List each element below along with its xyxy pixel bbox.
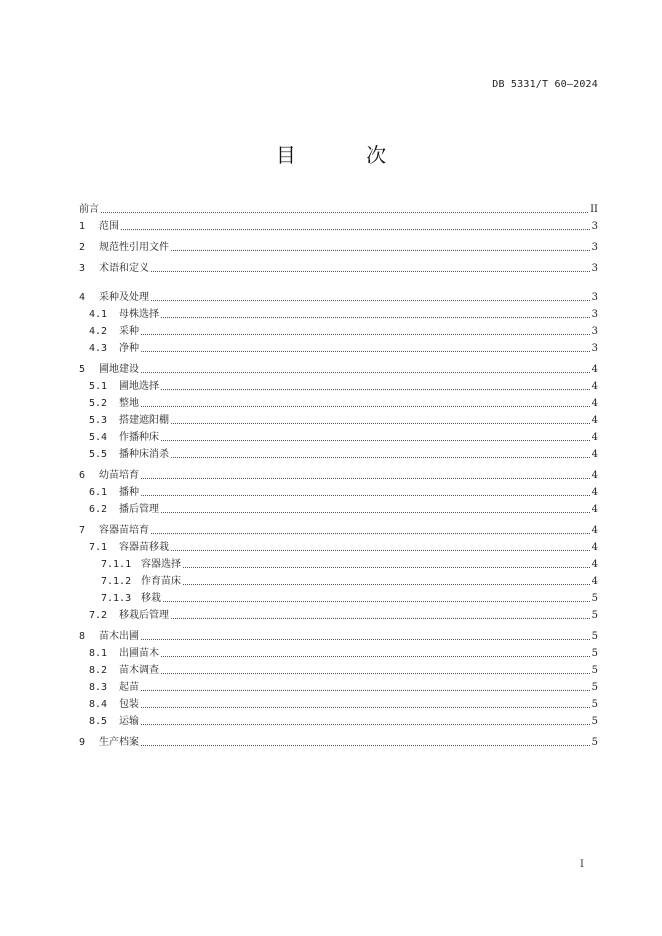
toc-entry-number: 2 [79, 242, 86, 253]
toc-entry-page: 3 [591, 343, 598, 354]
toc-leader-dots [171, 550, 590, 551]
toc-leader-dots [161, 317, 590, 318]
toc-entry-page: 4 [591, 381, 598, 392]
toc-entry-title: 搭建遮阳棚 [119, 415, 169, 426]
toc-entry-page: 4 [591, 449, 598, 460]
toc-entry-number: 7.1.1 [101, 559, 132, 570]
toc-entry-page: 4 [591, 559, 598, 570]
toc-entry-title: 移栽 [141, 593, 161, 604]
toc-entry-page: 4 [591, 364, 598, 375]
toc-entry[interactable] [89, 678, 598, 694]
toc-leader-dots [141, 351, 590, 352]
toc-leader-dots [171, 423, 590, 424]
toc-entry[interactable] [89, 500, 598, 516]
toc-entry-number: 4.3 [89, 343, 108, 354]
toc-leader-dots [141, 690, 590, 691]
toc-entry[interactable] [89, 606, 598, 622]
toc-entry-page: 5 [591, 682, 598, 693]
toc-entry[interactable] [89, 644, 598, 660]
toc-entry-title: 播种床消杀 [119, 449, 169, 460]
toc-entry[interactable] [79, 288, 598, 304]
toc-entry-number: 6.2 [89, 504, 108, 515]
toc-entry-number: 8.2 [89, 665, 108, 676]
toc-entry-title: 整地 [119, 398, 139, 409]
toc-entry-page: 4 [591, 398, 598, 409]
toc-leader-dots [101, 212, 588, 213]
toc-entry-page: 5 [591, 631, 598, 642]
toc-entry-number: 3 [79, 263, 86, 274]
toc-entry-title: 圃地选择 [119, 381, 159, 392]
toc-leader-dots [161, 673, 590, 674]
toc-leader-dots [183, 584, 590, 585]
toc-entry-page: 5 [591, 699, 598, 710]
toc-entry-title: 播种 [119, 487, 139, 498]
toc-entry-page: 5 [591, 610, 598, 621]
toc-entry-title: 生产档案 [99, 737, 139, 748]
toc-entry-number: 9 [79, 737, 86, 748]
toc-entry[interactable] [101, 572, 598, 588]
toc-entry-page: 5 [591, 593, 598, 604]
toc-entry-title: 采种 [119, 326, 139, 337]
toc-entry[interactable] [89, 377, 598, 393]
toc-leader-dots [151, 271, 590, 272]
toc-entry-page: 4 [591, 432, 598, 443]
toc-entry[interactable] [79, 200, 598, 216]
toc-entry[interactable] [89, 661, 598, 677]
toc-entry-number: 5.1 [89, 381, 108, 392]
toc-entry-title: 采种及处理 [99, 292, 149, 303]
toc-leader-dots [141, 724, 590, 725]
toc-entry-number: 7.1 [89, 542, 108, 553]
toc-entry-page: II [590, 204, 598, 215]
toc-entry-title: 作播种床 [119, 432, 159, 443]
toc-entry-title: 规范性引用文件 [99, 242, 169, 253]
toc-entry[interactable] [101, 589, 598, 605]
toc-entry-number: 8.3 [89, 682, 108, 693]
toc-entry-number: 8 [79, 631, 86, 642]
toc-entry-number: 7.1.2 [101, 576, 132, 587]
toc-leader-dots [141, 495, 590, 496]
toc-entry-number: 1 [79, 221, 86, 232]
toc-entry-page: 3 [591, 242, 598, 253]
toc-entry-number: 8.1 [89, 648, 108, 659]
toc-entry-title: 起苗 [119, 682, 139, 693]
toc-entry-title: 圃地建设 [99, 364, 139, 375]
toc-leader-dots [141, 478, 590, 479]
page-number: I [580, 859, 584, 870]
toc-leader-dots [141, 334, 590, 335]
toc-entry-page: 4 [591, 415, 598, 426]
toc-entry[interactable] [89, 339, 598, 355]
toc-entry[interactable] [79, 521, 598, 537]
toc-entry-title: 播后管理 [119, 504, 159, 515]
toc-entry[interactable] [79, 217, 598, 233]
toc-leader-dots [151, 300, 590, 301]
toc-entry-title: 容器苗培育 [99, 525, 149, 536]
toc-entry-title: 前言 [79, 204, 99, 215]
toc-entry-title: 幼苗培育 [99, 470, 139, 481]
toc-entry-number: 5 [79, 364, 86, 375]
toc-entry[interactable] [89, 428, 598, 444]
toc-entry-number: 6.1 [89, 487, 108, 498]
toc-entry[interactable] [89, 538, 598, 554]
toc-leader-dots [151, 533, 590, 534]
document-number: DB 5331/T 60—2024 [492, 79, 598, 90]
toc-entry[interactable] [89, 394, 598, 410]
toc-entry-title: 运输 [119, 716, 139, 727]
toc-entry-title: 包装 [119, 699, 139, 710]
toc-leader-dots [161, 440, 590, 441]
toc-entry[interactable] [89, 445, 598, 461]
toc-leader-dots [141, 406, 590, 407]
toc-entry-page: 4 [591, 576, 598, 587]
toc-entry-page: 4 [591, 542, 598, 553]
toc-entry-page: 4 [591, 504, 598, 515]
toc-entry-page: 3 [591, 326, 598, 337]
toc-leader-dots [171, 250, 590, 251]
toc-entry-number: 5.2 [89, 398, 108, 409]
toc-entry-number: 7.1.3 [101, 593, 132, 604]
toc-leader-dots [141, 639, 590, 640]
toc-entry-number: 6 [79, 470, 86, 481]
toc-entry[interactable] [89, 695, 598, 711]
toc-entry-number: 7 [79, 525, 86, 536]
toc-entry-number: 5.3 [89, 415, 108, 426]
toc-entry-number: 8.5 [89, 716, 108, 727]
toc-entry-page: 4 [591, 470, 598, 481]
toc-leader-dots [171, 457, 590, 458]
toc-entry-page: 5 [591, 716, 598, 727]
toc-entry[interactable] [89, 305, 598, 321]
toc-leader-dots [141, 707, 590, 708]
toc-entry[interactable] [89, 483, 598, 499]
toc-entry[interactable] [89, 322, 598, 338]
toc-leader-dots [141, 745, 590, 746]
toc-entry-page: 5 [591, 665, 598, 676]
toc-entry-page: 3 [591, 263, 598, 274]
toc-leader-dots [161, 389, 590, 390]
toc-entry[interactable] [79, 360, 598, 376]
toc-leader-dots [171, 618, 590, 619]
toc-leader-dots [161, 512, 590, 513]
toc-entry[interactable] [79, 466, 598, 482]
toc-entry-page: 5 [591, 648, 598, 659]
toc-entry-title: 范围 [99, 221, 119, 232]
toc-entry-title: 苗木调查 [119, 665, 159, 676]
toc-entry-title: 苗木出圃 [99, 631, 139, 642]
toc-entry-title: 出圃苗木 [119, 648, 159, 659]
toc-entry-number: 7.2 [89, 610, 108, 621]
toc-leader-dots [161, 656, 590, 657]
toc-entry-page: 3 [591, 309, 598, 320]
toc-entry-page: 5 [591, 737, 598, 748]
toc-entry-page: 3 [591, 221, 598, 232]
toc-entry-title: 净种 [119, 343, 139, 354]
toc-entry[interactable] [89, 411, 598, 427]
toc-entry[interactable] [79, 733, 598, 749]
toc-leader-dots [163, 601, 590, 602]
toc-entry-number: 5.4 [89, 432, 108, 443]
toc-entry-title: 容器选择 [141, 559, 181, 570]
toc-entry[interactable] [79, 627, 598, 643]
toc-entry-number: 4 [79, 292, 86, 303]
page-title: 目 次 [275, 143, 419, 167]
toc-entry[interactable] [79, 259, 598, 275]
toc-entry-number: 8.4 [89, 699, 108, 710]
toc-entry-title: 母株选择 [119, 309, 159, 320]
toc-entry-page: 3 [591, 292, 598, 303]
toc-leader-dots [183, 567, 590, 568]
toc-entry-number: 4.2 [89, 326, 108, 337]
toc-entry-number: 5.5 [89, 449, 108, 460]
toc-entry-page: 4 [591, 487, 598, 498]
toc-entry-number: 4.1 [89, 309, 108, 320]
toc-leader-dots [141, 372, 590, 373]
toc-entry[interactable] [101, 555, 598, 571]
toc-entry-title: 作育苗床 [141, 576, 181, 587]
toc-entry[interactable] [79, 238, 598, 254]
toc-entry[interactable] [89, 712, 598, 728]
toc-leader-dots [121, 229, 590, 230]
toc-entry-page: 4 [591, 525, 598, 536]
toc-entry-title: 容器苗移栽 [119, 542, 169, 553]
toc-entry-title: 移栽后管理 [119, 610, 169, 621]
toc-entry-title: 术语和定义 [99, 263, 149, 274]
